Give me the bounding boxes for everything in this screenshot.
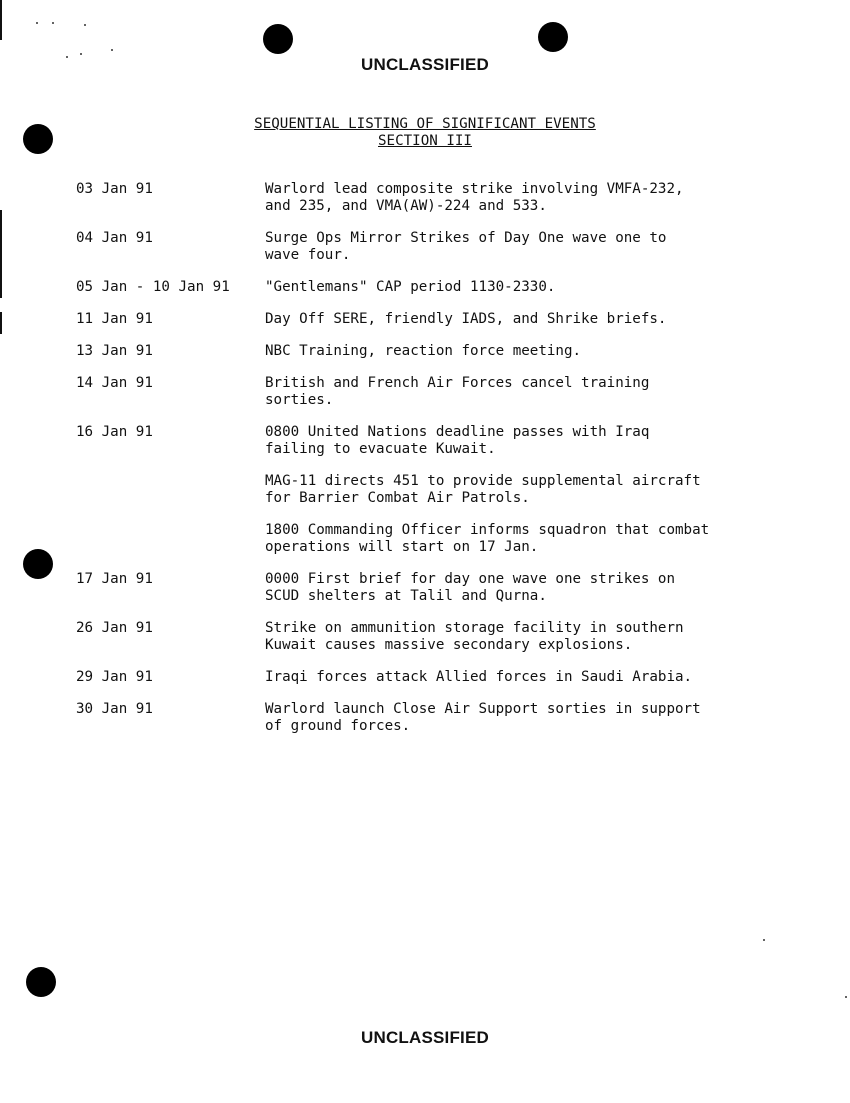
scan-speck [845,996,847,998]
event-description: Strike on ammunition storage facility in southern Kuwait causes massive secondary explosions. [265,620,684,653]
event-description: Iraqi forces attack Allied forces in Saudi Arabia. [265,669,693,685]
event-row [76,181,816,215]
event-date: 17 Jan 91 [76,571,153,587]
punch-hole-top-center [263,24,293,54]
event-date: 30 Jan 91 [76,701,153,717]
scan-speck [36,22,38,24]
document-title: SEQUENTIAL LISTING OF SIGNIFICANT EVENTS [254,116,596,132]
event-row [76,311,816,328]
event-row [76,669,816,686]
punch-hole-left-lower [26,967,56,997]
event-date: 11 Jan 91 [76,311,153,327]
event-row [76,571,816,605]
event-description: British and French Air Forces cancel training sorties. [265,375,650,408]
event-list [76,181,816,750]
event-description: "Gentlemans" CAP period 1130-2330. [265,279,556,295]
scan-speck [763,939,765,941]
scan-speck [52,22,54,24]
scan-edge-line [0,0,2,40]
event-description: 1800 Commanding Officer informs squadron that combat operations will start on 17 Jan. [265,522,710,555]
scan-edge-line [0,312,2,334]
event-description: 0800 United Nations deadline passes with Iraq failing to evacuate Kuwait. [265,424,650,457]
event-date: 29 Jan 91 [76,669,153,685]
event-date: 16 Jan 91 [76,424,153,440]
section-label: SECTION III [378,133,472,149]
event-description: Day Off SERE, friendly IADS, and Shrike briefs. [265,311,667,327]
punch-hole-top-right [538,22,568,52]
event-row [76,473,816,507]
classification-marking-bottom: UNCLASSIFIED [360,1028,490,1047]
classification-marking-top: UNCLASSIFIED [360,55,490,74]
event-date: 03 Jan 91 [76,181,153,197]
event-description: Surge Ops Mirror Strikes of Day One wave one to wave four. [265,230,667,263]
event-row [76,701,816,735]
event-row [76,279,816,296]
event-row [76,620,816,654]
event-date: 13 Jan 91 [76,343,153,359]
event-date: 14 Jan 91 [76,375,153,391]
event-date: 04 Jan 91 [76,230,153,246]
event-description: Warlord launch Close Air Support sorties in support of ground forces. [265,701,701,734]
event-row [76,343,816,360]
event-description: Warlord lead composite strike involving VMFA-232, and 235, and VMA(AW)-224 and 533. [265,181,684,214]
scan-speck [84,24,86,26]
event-date: 05 Jan - 10 Jan 91 [76,279,230,295]
event-description: NBC Training, reaction force meeting. [265,343,582,359]
scan-speck [111,49,113,51]
event-row [76,522,816,556]
event-description: MAG-11 directs 451 to provide supplemental aircraft for Barrier Combat Air Patrols. [265,473,701,506]
scan-edge-line [0,210,2,298]
event-row [76,424,816,458]
event-date: 26 Jan 91 [76,620,153,636]
event-description: 0000 First brief for day one wave one strikes on SCUD shelters at Talil and Qurna. [265,571,675,604]
punch-hole-left-middle [23,549,53,579]
event-row [76,375,816,409]
event-row [76,230,816,264]
